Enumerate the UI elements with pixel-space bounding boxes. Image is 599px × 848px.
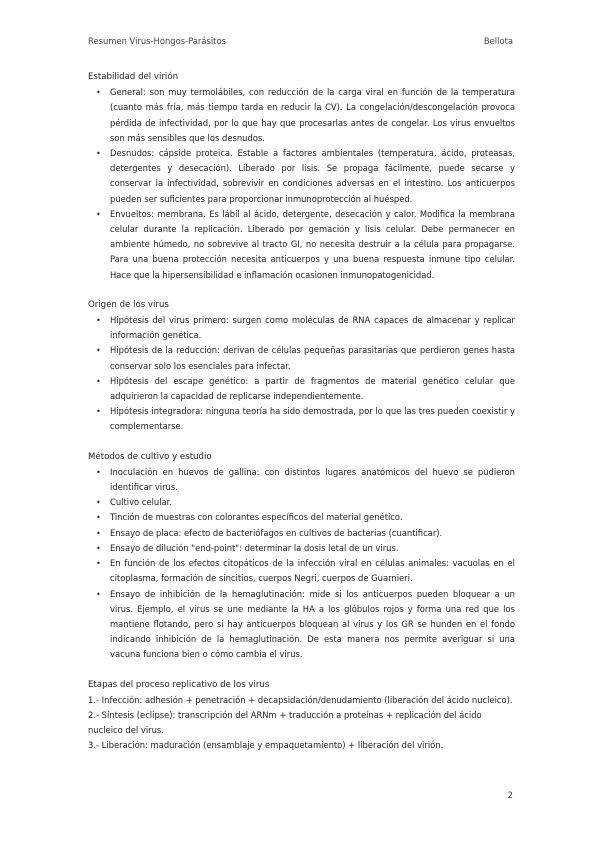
list-item: • Hipótesis de la reducción: derivan de células pequeñas parasitarias que perdieron genes hasta conservar solo los esenciales para infectar. — [110, 343, 515, 373]
step-line: 1.- Infección: adhesión + penetración + decapsidación/denudamiento (liberación del ácido nucleico). — [88, 694, 513, 705]
step-line: 2.- Síntesis (eclipse): transcripción del ARNm + traducción a proteínas + replicación del ácido nucleico del virus. — [88, 709, 482, 736]
page-header — [88, 36, 513, 50]
section-title: Métodos de cultivo y estudio — [88, 451, 212, 462]
page-content — [88, 70, 515, 769]
section-replication-steps — [88, 678, 515, 754]
bullet-list — [88, 85, 515, 283]
list-item: • Envueltos: membrana. Es lábil al ácido, detergente, desecación y calor. Modifica la membrana celular durante la replicación. Liberado por gemación y lisis celular. Debe permanecer en ambiente húmedo, no sobrevive al tracto GI, no necesita destruir a la célula para propagarse. Para una buena protección necesita anticuerpos y una buena respuesta inmune tipo celular. Hace que la hipersensibilidad e inflamación ocasionen inmunopatogenicidad. — [110, 207, 515, 283]
list-item: • Cultivo celular. — [110, 495, 515, 510]
section-title: Origen de los virus — [88, 299, 169, 310]
list-item: • Tinción de muestras con colorantes específicos del material genético. — [110, 510, 515, 525]
list-item: • Inoculación en huevos de gallina: con distintos lugares anatómicos del huevo se pudieron identificar virus. — [110, 465, 515, 495]
section-stability — [88, 70, 515, 283]
bullet-list — [88, 465, 515, 663]
header-title: Resumen Virus-Hongos-Parásitos — [88, 36, 226, 46]
list-item: • Ensayo de inhibición de la hemaglutinación: mide si los anticuerpos pueden bloquear a un virus. Ejemplo, el virus se une mediante la HA a los glóbulos rojos y forma una red que los mantiene flotando, pero si hay anticuerpos bloquean al virus y los GR se hunden en el fondo indicando inhibición de la hemaglutinación. De esta manera nos permite averiguar si una vacuna funciona bien o cómo cambia el virus. — [110, 587, 515, 663]
list-item: • Desnudos: cápside proteica. Estable a factores ambientales (temperatura, ácido, proteasas, detergentes y desecación). Liberado por lisis. Se propaga fácilmente, puede secarse y conservar la infectividad, sobrevivir en condiciones adversas en el intestino. Los anticuerpos pueden ser suficientes para proporcionar inmunoprotección al huésped. — [110, 146, 515, 207]
list-item: • Hipótesis del escape genético: a partir de fragmentos de material genético celular que adquirieron la capacidad de replicarse independientemente. — [110, 374, 515, 404]
header-author: Bellota — [483, 36, 513, 46]
section-title: Estabilidad del virión — [88, 72, 179, 82]
page-number: 2 — [507, 790, 513, 800]
list-item: • En función de los efectos citopáticos de la infección viral en células animales: vacuolas en el citoplasma, formación de sincitios, cuerpos Negri, cuerpos de Guarnieri. — [110, 556, 515, 586]
section-origin — [88, 298, 515, 435]
list-item: • Hipótesis del virus primero: surgen como moléculas de RNA capaces de almacenar y replicar información genética. — [110, 313, 515, 343]
list-item: • Ensayo de dilución "end-point": determinar la dosis letal de un virus. — [110, 541, 515, 556]
section-title: Etapas del proceso replicativo de los virus — [88, 679, 270, 690]
list-item: • Hipótesis integradora: ninguna teoría ha sido demostrada, por lo que las tres pueden coexistir y complementarse. — [110, 404, 515, 434]
list-item: • Ensayo de placa: efecto de bacteriófagos en cultivos de bacterias (cuantificar). — [110, 526, 515, 541]
list-item: • General: son muy termolábiles, con reducción de la carga viral en función de la temperatura (cuanto más fría, más tiempo tarda en reducir la CV). La congelación/descongelación provoca pérdida de infectividad, por lo que hay que procesarlas antes de congelar. Los virus envueltos son más sensibles que los desnudos. — [110, 85, 515, 146]
bullet-list — [88, 313, 515, 435]
step-line: 3.- Liberación: maduración (ensamblaje y empaquetamiento) + liberación del virión. — [88, 740, 444, 751]
section-methods — [88, 450, 515, 663]
